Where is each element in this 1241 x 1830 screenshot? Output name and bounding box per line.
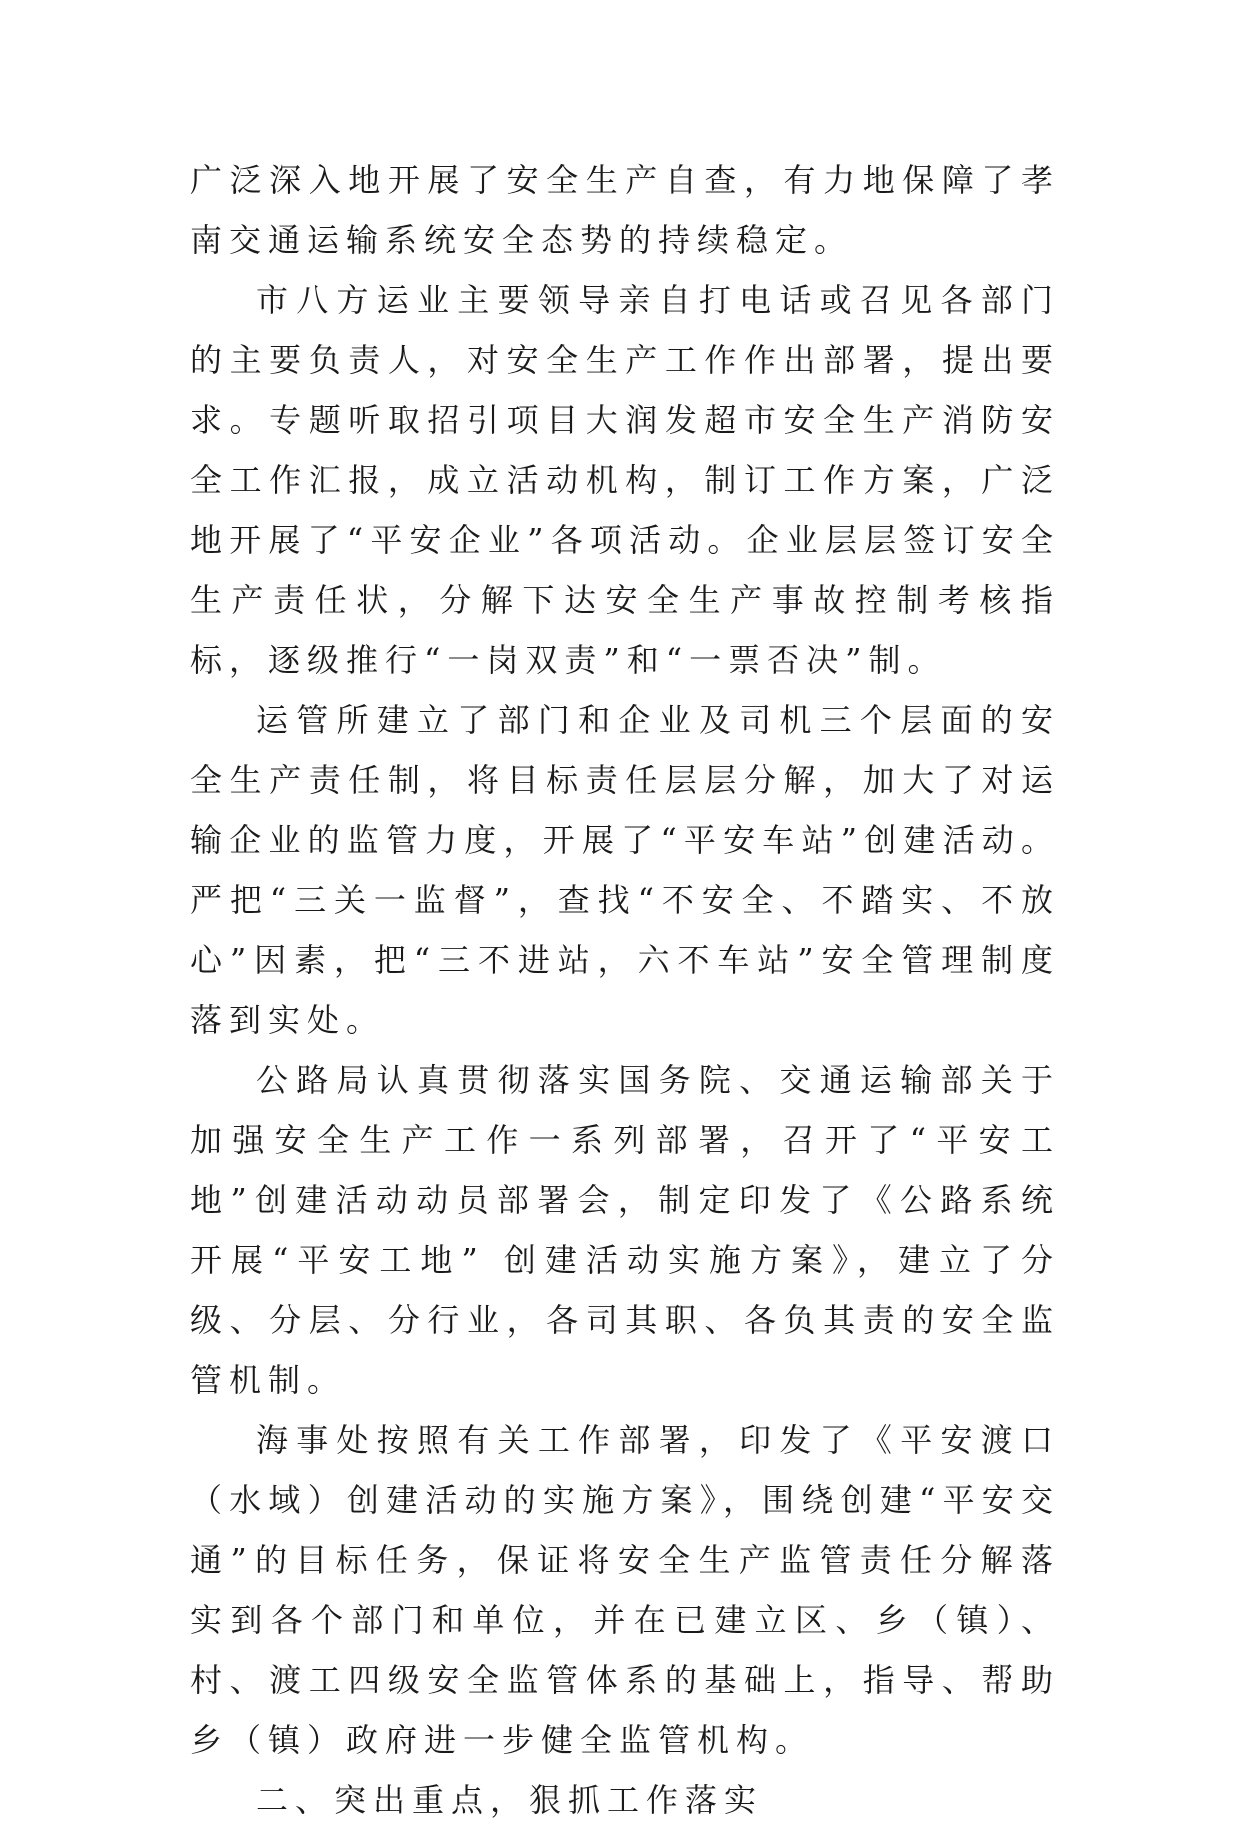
paragraph-bafang-yunye: 市八方运业主要领导亲自打电话或召见各部门的主要负责人，对安全生产工作作出部署，提出要求。专题听取招引项目大润发超市安全生产消防安全工作汇报，成立活动机构，制订工作方案，广泛地开展了“平安企业”各项活动。企业层层签订安全生产责任状，分解下达安全生产事故控制考核指标，逐级推行“一岗双责”和“一票否决”制。 — [190, 281, 1060, 679]
section-heading: 二、突出重点，狠抓工作落实 — [256, 1781, 764, 1819]
paragraph-yunguansuo: 运管所建立了部门和企业及司机三个层面的安全生产责任制，将目标责任层层分解，加大了对运输企业的监管力度，开展了“平安车站”创建活动。严把“三关一监督”，查找“不安全、不踏实、不放心”因素，把“三不进站，六不车站”安全管理制度落到实处。 — [190, 701, 1060, 1039]
paragraph-continuation: 广泛深入地开展了安全生产自查，有力地保障了孝南交通运输系统安全态势的持续稳定。 — [190, 161, 1060, 259]
paragraph-haishichu: 海事处按照有关工作部署，印发了《平安渡口（水域）创建活动的实施方案》，围绕创建“平安交通”的目标任务，保证将安全生产监管责任分解落实到各个部门和单位，并在已建立区、乡（镇）、村、渡工四级安全监管体系的基础上，指导、帮助乡（镇）政府进一步健全监管机构。 — [190, 1421, 1060, 1759]
paragraph-gongluju: 公路局认真贯彻落实国务院、交通运输部关于加强安全生产工作一系列部署，召开了“平安工地”创建活动动员部署会，制定印发了《公路系统开展“平安工地” 创建活动实施方案》，建立了分级、分层、分行业，各司其职、各负其责的安全监管机制。 — [190, 1061, 1060, 1399]
document-body — [190, 150, 1060, 1830]
